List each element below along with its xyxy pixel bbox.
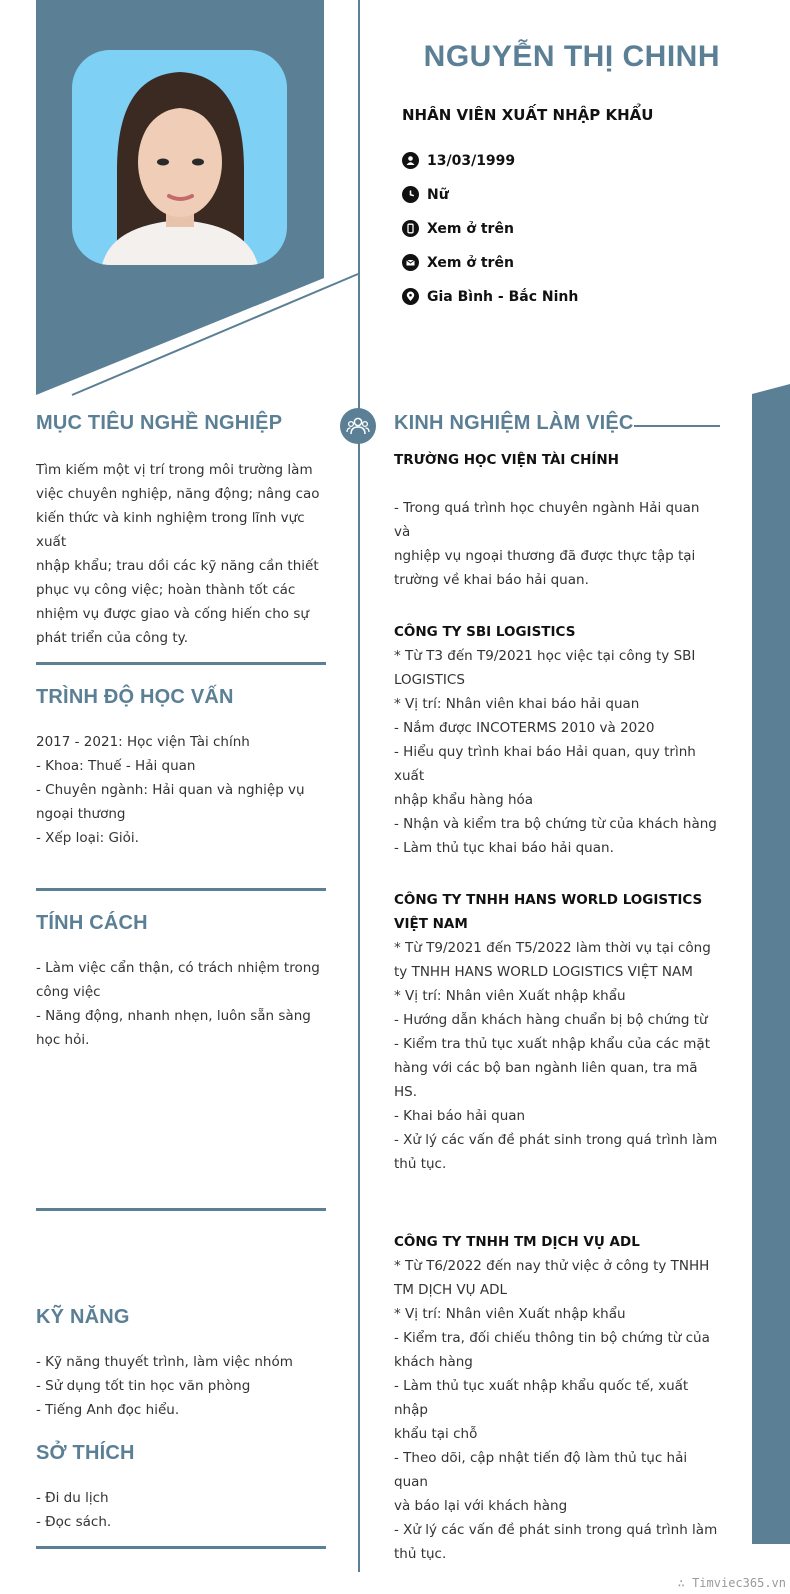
- experience-group-2: [394, 1230, 720, 1566]
- education-text: 2017 - 2021: Học viện Tài chính - Khoa: Thuế - Hải quan - Chuyên ngành: Hải quan và nghiệp vụ ngoại thương - Xếp loại: Giỏi.: [36, 734, 305, 846]
- experience-item: CÔNG TY SBI LOGISTICS * Từ T3 đến T9/2021 học việc tại công ty SBI LOGISTICS * Vị trí: Nhân viên khai báo hải quan - Nắm được INCOTERMS 2010 và 2020 - Hiểu quy trình khai báo Hải quan, quy trình xuất nhập khẩu hàng hóa - Nhận và kiểm tra bộ chứng từ của khách hàng - Làm thủ tục khai báo hải quan.: [394, 624, 717, 856]
- right-sidebar-decoration: [752, 384, 790, 1544]
- experience-title: KINH NGHIỆM LÀM VIỆC: [394, 412, 634, 434]
- info-address-value: Gia Bình - Bắc Ninh: [427, 288, 579, 305]
- candidate-position: NHÂN VIÊN XUẤT NHẬP KHẨU: [402, 106, 654, 124]
- info-email: [402, 254, 514, 271]
- personality-text: - Làm việc cẩn thận, có trách nhiệm trong công việc - Năng động, nhanh nhẹn, luôn sẵn sàng học hỏi.: [36, 960, 320, 1048]
- hobbies-text: - Đi du lịch - Đọc sách.: [36, 1490, 112, 1530]
- candidate-name: NGUYỄN THỊ CHINH: [423, 40, 720, 73]
- experience-item: CÔNG TY TNHH HANS WORLD LOGISTICS VIỆT NAM * Từ T9/2021 đến T5/2022 làm thời vụ tại công ty TNHH HANS WORLD LOGISTICS VIỆT NAM * Vị trí: Nhân viên Xuất nhập khẩu - Hướng dẫn khách hàng chuẩn bị bộ chứng từ - Kiểm tra thủ tục xuất nhập khẩu của các mặt hàng với các bộ ban ngành liên quan, tra mã HS. - Khai báo hải quan - Xử lý các vấn đề phát sinh trong quá trình làm thủ tục.: [394, 892, 718, 1172]
- mail-icon: [402, 254, 419, 271]
- clock-icon: [402, 186, 419, 203]
- profile-photo: [72, 50, 287, 265]
- info-gender: [402, 186, 449, 203]
- hobbies-title: SỞ THÍCH: [36, 1442, 135, 1464]
- divider: [36, 1546, 326, 1549]
- objective-title: MỤC TIÊU NGHỀ NGHIỆP: [36, 412, 283, 434]
- skills-text: - Kỹ năng thuyết trình, làm việc nhóm - Sử dụng tốt tin học văn phòng - Tiếng Anh đọc hiểu.: [36, 1354, 293, 1418]
- divider: [36, 888, 326, 891]
- divider: [36, 1208, 326, 1211]
- divider: [36, 662, 326, 665]
- watermark: ∴ Timviec365.vn: [677, 1576, 786, 1590]
- user-icon: [402, 152, 419, 169]
- experience-title-rule: [634, 425, 720, 427]
- experience-item: CÔNG TY TNHH TM DỊCH VỤ ADL * Từ T6/2022 đến nay thử việc ở công ty TNHH TM DỊCH VỤ ADL * Vị trí: Nhân viên Xuất nhập khẩu - Kiểm tra, đối chiếu thông tin bộ chứng từ của khách hàng - Làm thủ tục xuất nhập khẩu quốc tế, xuất nhập khẩu tại chỗ - Theo dõi, cập nhật tiến độ làm thủ tục hải quan và báo lại với khách hàng - Xử lý các vấn đề phát sinh trong quá trình làm thủ tục.: [394, 1234, 718, 1562]
- info-dob-value: 13/03/1999: [427, 152, 516, 169]
- objective-text: Tìm kiếm một vị trí trong môi trường làm việc chuyên nghiệp, năng động; nâng cao kiến thức và kinh nghiệm trong lĩnh vực xuất nhập khẩu; trau dồi các kỹ năng cần thiết phục vụ công việc; hoàn thành tốt các nhiệm vụ được giao và cống hiến cho sự phát triển của công ty.: [36, 462, 320, 646]
- info-gender-value: Nữ: [427, 186, 449, 203]
- info-phone: [402, 220, 514, 237]
- users-icon: [346, 416, 370, 436]
- phone-icon: [402, 220, 419, 237]
- center-divider: [358, 0, 360, 1572]
- experience-item: TRƯỜNG HỌC VIỆN TÀI CHÍNH - Trong quá trình học chuyên ngành Hải quan và nghiệp vụ ngoại thương đã được thực tập tại trường về khai báo hải quan.: [394, 452, 700, 588]
- skills-title: KỸ NĂNG: [36, 1306, 130, 1328]
- personality-title: TÍNH CÁCH: [36, 912, 148, 934]
- info-dob: [402, 152, 515, 169]
- location-icon: [402, 288, 419, 305]
- info-phone-value: Xem ở trên: [427, 220, 514, 237]
- info-email-value: Xem ở trên: [427, 254, 514, 271]
- info-address: [402, 288, 578, 305]
- education-title: TRÌNH ĐỘ HỌC VẤN: [36, 686, 234, 708]
- experience-group-1: [394, 448, 720, 1176]
- experience-badge: [340, 408, 376, 444]
